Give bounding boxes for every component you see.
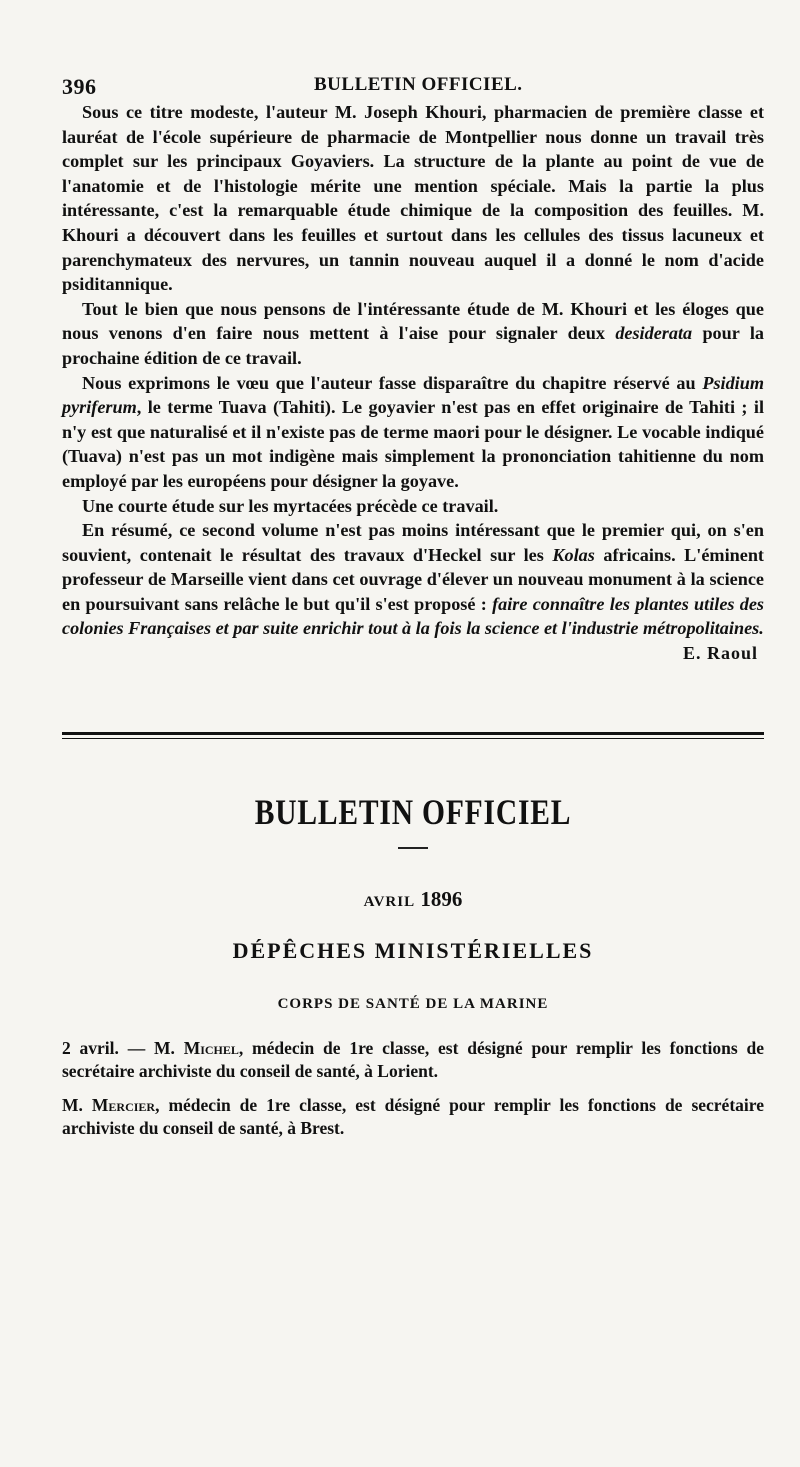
review-paragraph bbox=[62, 100, 764, 297]
masthead-title: BULLETIN OFFICIEL bbox=[254, 791, 572, 832]
author-signature: E. Raoul bbox=[682, 643, 758, 664]
subsection-title: CORPS DE SANTÉ DE LA MARINE bbox=[277, 995, 549, 1012]
italic-term: desiderata bbox=[615, 323, 693, 344]
text-run: pour la prochaine édition de ce travail. bbox=[62, 323, 764, 368]
section-divider bbox=[62, 732, 764, 735]
text-run: Sous ce titre modeste, l'auteur M. Joseph Khouri, pharmacien de première classe et lauréat de l'école supérieure de pharmacie de Montpellier nous donne un travail très complet sur les principaux Goyaviers. La structure de la plante au point de vue de l'anatomie et de l'histologie mérite une mention spéciale. Mais la partie la plus intéressante, c'est la remarquable étude chimique de la composition des feuilles. M. Khouri a découvert dans les feuilles et surtout dans les cellules des tissus lacuneux et parenchymateux des nervures, un tannin nouveau auquel il a donné le nom d'acide psiditannique. bbox=[62, 102, 764, 295]
entry-person: Michel bbox=[183, 1037, 239, 1058]
italic-term: Kolas bbox=[552, 544, 595, 565]
italic-term: Psidium pyriferum bbox=[62, 372, 764, 418]
section-title: DÉPÊCHES MINISTÉRIELLES bbox=[232, 937, 594, 963]
entry-text: , médecin de 1re classe, est désigné pour remplir les fonctions de secrétaire archiviste du conseil de santé, à Lorient. bbox=[62, 1037, 764, 1082]
issue-date bbox=[62, 887, 764, 912]
ornament-rule bbox=[398, 847, 428, 849]
text-run: Une courte étude sur les myrtacées précède ce travail. bbox=[82, 495, 499, 516]
review-paragraph bbox=[62, 518, 764, 641]
entry-text: , médecin de 1re classe, est désigné pour remplir les fonctions de secrétaire archiviste du conseil de santé, à Brest. bbox=[62, 1094, 764, 1139]
running-title: BULLETIN OFFICIEL. bbox=[314, 74, 523, 95]
issue-year: 1896 bbox=[420, 886, 463, 911]
text-run: africains. L'éminent professeur de Marseille vient dans cet ouvrage d'élever un nouveau monument à la science en poursuivant sans relâche le but qu'il s'est proposé : bbox=[62, 544, 764, 614]
text-run: En résumé, ce second volume n'est pas moins intéressant que le premier qui, on s'en souvient, contenait le résultat des travaux d'Heckel sur les bbox=[62, 520, 764, 565]
document-page bbox=[62, 70, 764, 1141]
entry-lead: M. bbox=[62, 1094, 92, 1115]
entry-lead: 2 avril. — M. bbox=[62, 1037, 184, 1058]
decree-entry bbox=[62, 1037, 764, 1084]
decree-entry bbox=[62, 1094, 764, 1141]
review-text bbox=[62, 100, 764, 664]
page-number: 396 bbox=[62, 74, 97, 99]
issue-month: AVRIL bbox=[363, 893, 416, 910]
running-header bbox=[62, 70, 764, 100]
review-paragraph bbox=[62, 297, 764, 371]
text-run: Nous exprimons le vœu que l'auteur fasse disparaître du chapitre réservé au bbox=[82, 372, 703, 393]
review-paragraph bbox=[62, 371, 764, 494]
italic-quote: faire connaître les plantes utiles des colonies Françaises et par suite enrichir tout à la fois la science et l'industrie métropolitaines. bbox=[62, 593, 765, 639]
text-run: Tout le bien que nous pensons de l'intéressante étude de M. Khouri et les éloges que nous venons d'en faire nous mettent à l'aise pour signaler deux bbox=[62, 298, 764, 344]
review-paragraph bbox=[62, 494, 764, 519]
entry-person: Mercier bbox=[91, 1094, 156, 1115]
text-run: , le terme Tuava (Tahiti). Le goyavier n'est pas en effet originaire de Tahiti ; il n'y est que naturalisé et il n'existe pas de terme maori pour le désigner. Le vocable indiqué (Tuava) n'est pas un mot indigène mais simplement la prononciation tahitienne du nom employé par les européens pour désigner la goyave. bbox=[62, 397, 764, 491]
section-divider-thin bbox=[62, 738, 764, 739]
